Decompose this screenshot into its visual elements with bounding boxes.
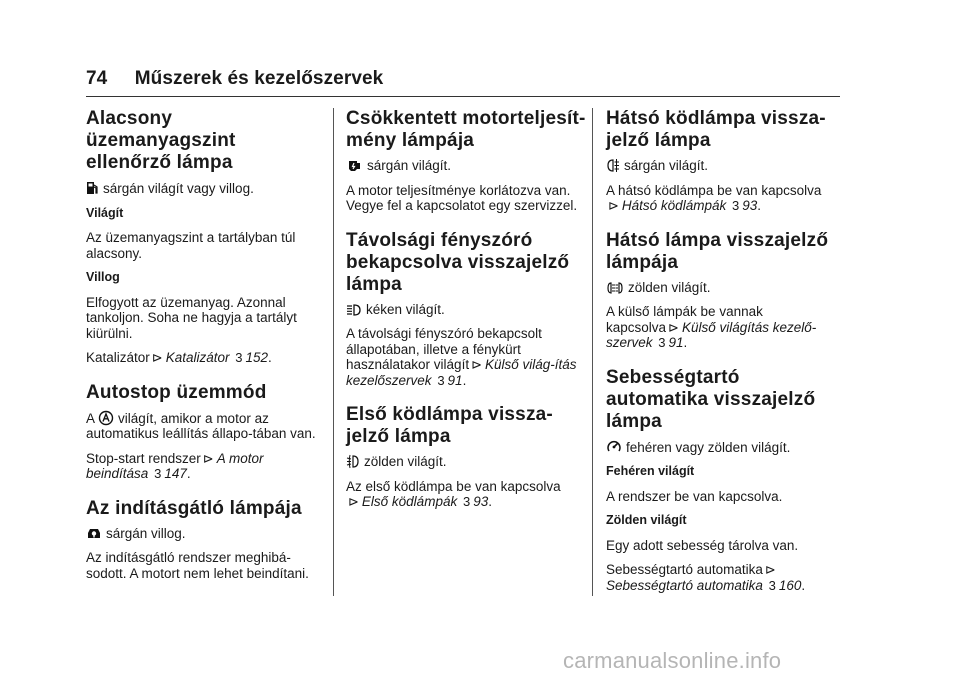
column-divider xyxy=(333,108,334,596)
reference-arrow-icon: ⊳ xyxy=(668,319,679,335)
column-3 xyxy=(606,104,846,602)
lead-text: sárgán világít. xyxy=(346,158,586,174)
lead-text: sárgán villog. xyxy=(86,526,326,542)
page-arrow-icon: 3 xyxy=(768,577,776,593)
cruise-control-icon xyxy=(606,439,622,455)
sub-heading: Villog xyxy=(86,270,120,284)
section-title: Hátsó lámpa visszajelző lámpája xyxy=(606,229,829,273)
page-header xyxy=(86,68,840,90)
page-arrow-icon: 3 xyxy=(658,335,666,350)
lead-text: sárgán világít. xyxy=(606,158,846,174)
page-arrow-icon: 3 xyxy=(437,372,445,388)
sub-heading: Világít xyxy=(86,205,124,220)
reference-arrow-icon: ⊳ xyxy=(151,350,163,365)
paragraph: Az üzemanyagszint a tartályban túl alacsony. xyxy=(86,230,296,261)
page-arrow-icon: 3 xyxy=(462,494,471,509)
watermark: carmanualsonline.info xyxy=(563,648,782,673)
lead-text: sárgán világít vagy villog. xyxy=(86,180,326,197)
header-rule xyxy=(86,96,840,97)
reference-arrow-icon: ⊳ xyxy=(348,494,359,509)
tail-light-icon xyxy=(606,281,624,295)
lead-text: fehéren vagy zölden világít. xyxy=(606,439,846,456)
section-title: Hátsó ködlámpa vissza-jelző lámpa xyxy=(606,108,826,151)
column-divider xyxy=(592,108,593,596)
section-title: Az indításgátló lámpája xyxy=(86,497,302,519)
reference-arrow-icon: ⊳ xyxy=(471,357,482,372)
section-title: Távolsági fényszóró bekapcsolva visszajelző lámpa xyxy=(346,229,570,295)
lead-text: A világít, amikor a motor az automatikus leállítás állapo-tában van. xyxy=(86,410,316,441)
paragraph: Egy adott sebesség tárolva van. xyxy=(606,537,799,553)
section-title: Csökkentett motorteljesít-mény lámpája xyxy=(346,108,586,151)
column-2 xyxy=(346,104,586,519)
page-number: 74 xyxy=(86,68,108,89)
paragraph: Elfogyott az üzemanyag. Azonnal tankoljon. Soha ne hagyja a tartályt kiürülni. xyxy=(86,294,297,341)
immobilizer-icon xyxy=(86,526,102,541)
lead-text: kéken világít. xyxy=(346,302,586,318)
lead-text: zölden világít. xyxy=(606,280,846,296)
section-title: Alacsony üzemanyagszint ellenőrző lámpa xyxy=(86,108,236,173)
page-arrow-icon: 3 xyxy=(154,466,162,481)
autostop-icon xyxy=(98,410,114,426)
engine-power-icon xyxy=(346,158,363,173)
cross-reference[interactable]: Az első ködlámpa be van kapcsolva ⊳ Első ködlámpák 3 93. xyxy=(346,478,561,509)
reference-arrow-icon: ⊳ xyxy=(764,562,776,577)
front-fog-icon xyxy=(346,454,360,469)
section-title: Sebességtartó automatika visszajelző lámpa xyxy=(606,366,816,432)
cross-reference[interactable]: Katalizátor ⊳ Katalizátor 3 152. xyxy=(86,350,272,365)
page-arrow-icon: 3 xyxy=(731,198,740,213)
paragraph: A motor teljesítménye korlátozva van. Vegye fel a kapcsolatot egy szervizzel. xyxy=(346,182,578,213)
cross-reference[interactable]: Sebességtartó automatika ⊳ Sebességtartó automatika 3 160. xyxy=(606,562,806,593)
cross-reference[interactable]: A külső lámpák be vannak kapcsolva ⊳ Külső világítás kezelő-szervek 3 91. xyxy=(606,304,817,350)
fuel-pump-icon xyxy=(86,180,99,196)
cross-reference[interactable]: Stop-start rendszer ⊳ A motor beindítása 3 147. xyxy=(86,450,264,481)
sub-heading: Zölden világít xyxy=(606,513,687,527)
lead-text: zölden világít. xyxy=(346,454,586,470)
paragraph: Az indításgátló rendszer meghibá-sodott. A motort nem lehet beindítani. xyxy=(86,550,309,581)
section-title: Első ködlámpa vissza-jelző lámpa xyxy=(346,404,553,447)
sub-heading: Fehéren világít xyxy=(606,464,695,478)
page-arrow-icon: 3 xyxy=(235,350,243,365)
cross-reference[interactable]: A távolsági fényszóró bekapcsolt állapotában, illetve a fénykürt használatakor világít ⊳ Külső világ-ítás kezelőszervek 3 91. xyxy=(346,326,577,388)
reference-arrow-icon: ⊳ xyxy=(202,450,214,466)
chapter-title: Műszerek és kezelőszervek xyxy=(134,68,384,89)
paragraph: A rendszer be van kapcsolva. xyxy=(606,488,783,504)
cross-reference[interactable]: A hátsó ködlámpa be van kapcsolva ⊳ Hátsó ködlámpák 3 93. xyxy=(606,182,822,213)
section-title: Autostop üzemmód xyxy=(86,381,267,403)
high-beam-icon xyxy=(346,303,362,317)
rear-fog-icon xyxy=(606,158,620,173)
column-1 xyxy=(86,104,326,590)
reference-arrow-icon: ⊳ xyxy=(608,198,619,213)
